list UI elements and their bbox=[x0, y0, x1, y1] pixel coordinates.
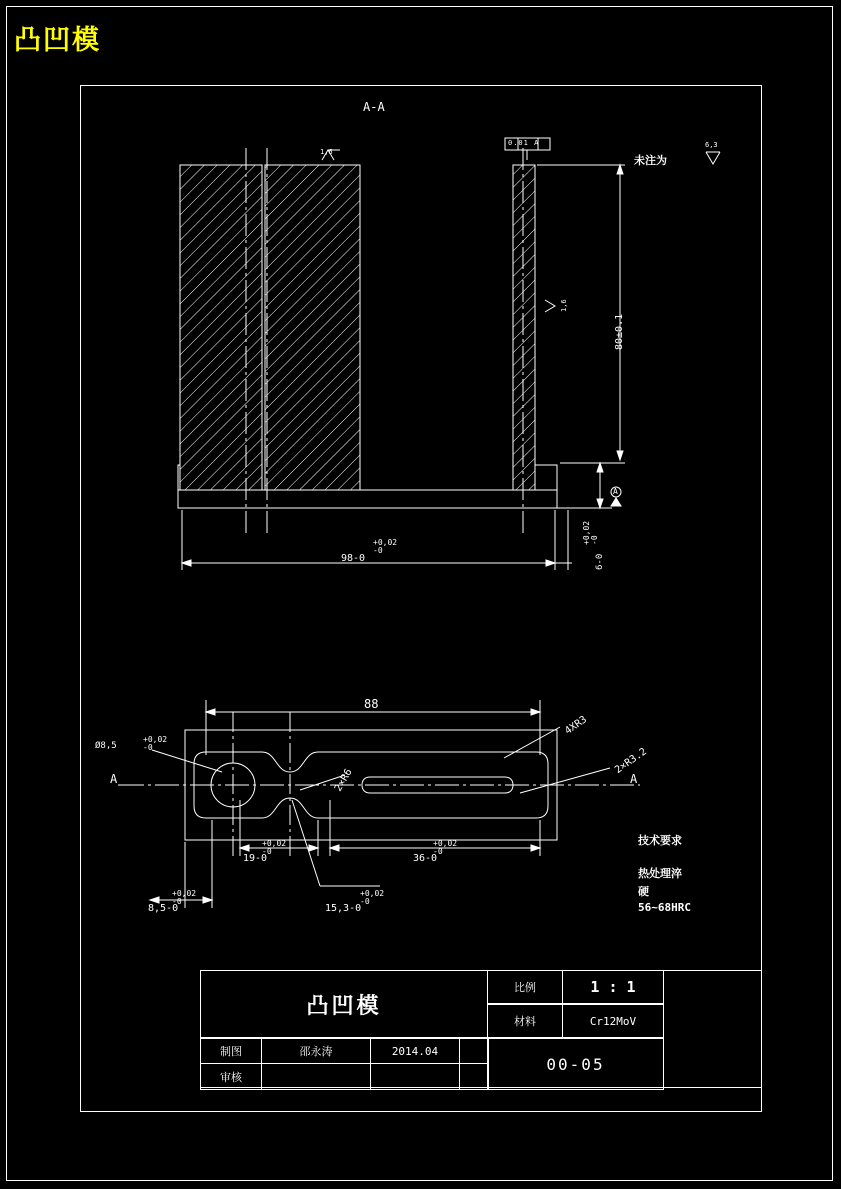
dim-36-tolerance bbox=[433, 840, 457, 856]
hole-dia-tol-upper: +0,02 bbox=[143, 735, 168, 744]
dim-36-tol-upper: +0,02 bbox=[433, 839, 458, 848]
title-block-drawing-number: 00-05 bbox=[487, 1038, 664, 1090]
dim-8-5-tol-lower: -0 bbox=[172, 897, 182, 906]
base-thickness-tol-upper: +0,02 bbox=[582, 520, 591, 545]
width-tol-lower: -0 bbox=[373, 546, 383, 555]
width-tol-upper: +0,02 bbox=[373, 538, 398, 547]
section-view-label: A-A bbox=[363, 100, 385, 114]
base-thickness-tolerance bbox=[583, 521, 599, 545]
title-block-material-label: 材料 bbox=[487, 1004, 563, 1038]
section-mark-left: A bbox=[110, 772, 118, 786]
datum-a-label: A bbox=[613, 487, 618, 496]
width-dimension-text: 98-0 bbox=[341, 553, 366, 564]
section-mark-right: A bbox=[630, 772, 638, 786]
title-block-scale-label: 比例 bbox=[487, 970, 563, 1004]
height-dimension-text: 80±0.1 bbox=[614, 313, 625, 350]
dim-8-5-tol-upper: +0,02 bbox=[172, 889, 197, 898]
surface-symbol-mid-value: 1,6 bbox=[560, 299, 568, 312]
title-block-checked-label: 审核 bbox=[200, 1063, 262, 1090]
title-block-date: 2014.04 bbox=[370, 1038, 460, 1064]
dim-19-text: 19-0 bbox=[243, 853, 268, 864]
dim-36-tol-lower: -0 bbox=[433, 847, 443, 856]
surface-symbol-top-value: 1,6 bbox=[320, 148, 333, 156]
title-block-scale-value: 1 : 1 bbox=[562, 970, 664, 1004]
dim-15-3-tol-lower: -0 bbox=[360, 897, 370, 906]
tech-notes-title: 技术要求 bbox=[638, 834, 682, 847]
hole-diameter-tolerance bbox=[143, 736, 167, 752]
flatness-frame-text: 0.01 A bbox=[508, 139, 540, 147]
plan-length-text: 88 bbox=[364, 697, 379, 711]
dim-8-5-text: 8,5-0 bbox=[148, 903, 179, 914]
radius-2xr6-text: 2×R6 bbox=[333, 767, 355, 794]
dim-8-5-tolerance bbox=[172, 890, 196, 906]
title-block-checked-by bbox=[261, 1063, 371, 1090]
hole-dia-tol-lower: -0 bbox=[143, 743, 153, 752]
tech-notes-line2: 硬 bbox=[638, 885, 649, 898]
radius-2xr32-text: 2×R3.2 bbox=[613, 746, 649, 777]
base-thickness-text: 6-0 bbox=[595, 553, 605, 570]
title-block-checked-extra bbox=[459, 1063, 489, 1090]
title-block-drawn-by: 邵永涛 bbox=[261, 1038, 371, 1064]
page-title: 凸凹模 bbox=[14, 25, 101, 56]
dim-15-3-tolerance bbox=[360, 890, 384, 906]
hole-diameter-text: Ø8,5 bbox=[95, 741, 117, 751]
dim-19-tol-upper: +0,02 bbox=[262, 839, 287, 848]
dim-36-text: 36-0 bbox=[413, 853, 438, 864]
base-thickness-tol-lower: -0 bbox=[590, 535, 599, 545]
title-block bbox=[200, 970, 762, 1088]
surface-symbol-general-value: 6,3 bbox=[705, 141, 718, 149]
surface-note-text: 未注为 bbox=[634, 154, 667, 167]
dim-15-3-text: 15,3-0 bbox=[325, 903, 362, 914]
radius-4xr3-text: 4XR3 bbox=[563, 714, 590, 738]
dim-19-tol-lower: -0 bbox=[262, 847, 272, 856]
title-block-drawn-extra bbox=[459, 1038, 489, 1064]
width-dimension-tolerance bbox=[373, 539, 397, 555]
title-block-drawn-label: 制图 bbox=[200, 1038, 262, 1064]
dim-19-tolerance bbox=[262, 840, 286, 856]
dim-15-3-tol-upper: +0,02 bbox=[360, 889, 385, 898]
title-block-material-value: Cr12MoV bbox=[562, 1004, 664, 1038]
tech-notes-line3: 56~68HRC bbox=[638, 901, 691, 914]
tech-notes-line1: 热处理淬 bbox=[638, 867, 682, 880]
title-block-part-name: 凸凹模 bbox=[200, 970, 488, 1038]
title-block-checked-date bbox=[370, 1063, 460, 1090]
